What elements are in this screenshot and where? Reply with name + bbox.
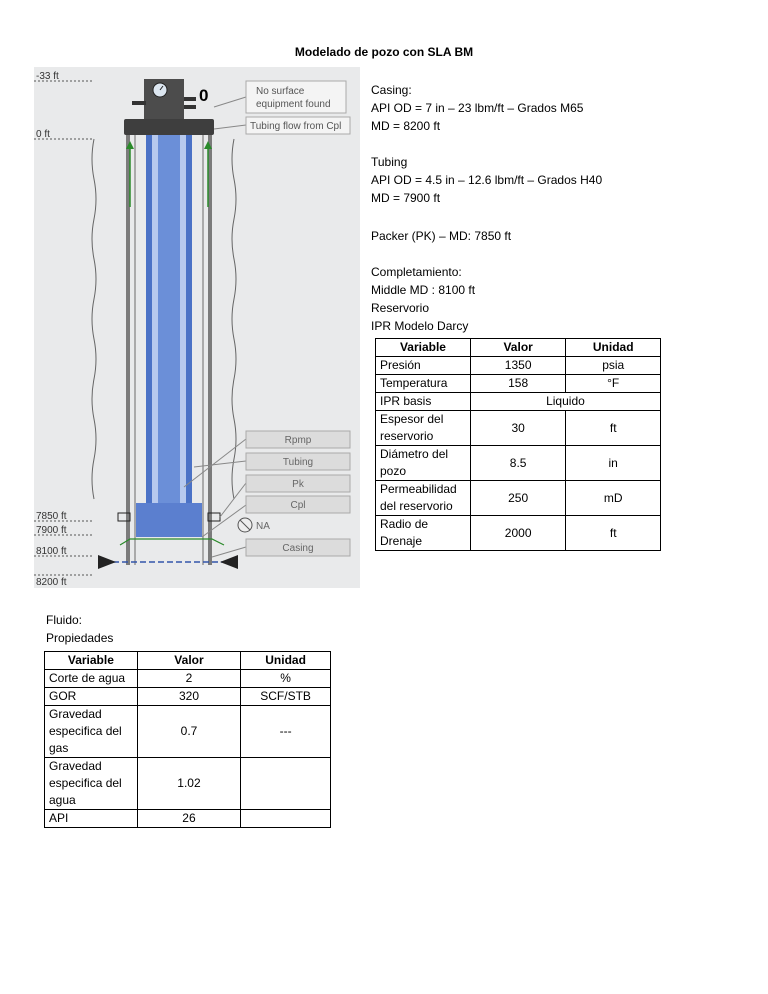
tubing-header: Tubing [371,155,408,169]
cell-valor: 30 [470,411,565,446]
cell-variable: IPR basis [376,393,471,411]
legend-cpl: Cpl [290,500,306,511]
legend-na: NA [256,521,270,532]
cell-variable: Corte de agua [45,670,138,688]
cell-variable: GOR [45,688,138,706]
packer-line: Packer (PK) – MD: 7850 ft [371,229,512,243]
cell-valor: 26 [137,810,240,828]
legend-tubing: Tubing [282,457,314,468]
fluid-header: Fluido: [46,613,83,627]
legend-rpmp: Rpmp [284,435,312,446]
table-row [376,481,661,516]
wellhead-value: 0 [199,86,209,105]
cell-valor: 8.5 [470,446,565,481]
depth-label-8200: 8200 ft [36,577,67,588]
cell-unidad: psia [566,357,661,375]
cell-variable: Temperatura [376,375,471,393]
completion-header: Completamiento: [371,265,462,279]
cell-unidad: °F [566,375,661,393]
fluid-subheader: Propiedades [46,631,114,645]
cell-variable: Gravedad especifica del agua [45,758,138,810]
tubing-bottom [136,503,202,537]
table-row [376,446,661,481]
svg-text:equipment found: equipment found [256,99,331,110]
cell-valor: Liquido [470,393,660,411]
table-row [45,670,331,688]
cell-unidad [241,810,331,828]
cell-unidad: ft [566,516,661,551]
cell-variable: Permeabilidad del reservorio [376,481,471,516]
depth-label-0: 0 ft [36,129,50,140]
cell-valor: 2 [137,670,240,688]
cell-unidad: % [241,670,331,688]
casing-info [371,81,583,135]
depth-label-minus33: -33 ft [36,71,59,82]
fluid-info [46,611,113,647]
table-row [376,357,661,375]
casing-line2: MD = 8200 ft [371,119,441,133]
table-row [45,688,331,706]
cell-variable: Espesor del reservorio [376,411,471,446]
cell-variable: Presión [376,357,471,375]
cell-valor: 0.7 [137,706,240,758]
table-row [376,516,661,551]
legend-casing: Casing [282,543,314,554]
header-valor: Valor [137,652,240,670]
depth-label-7850: 7850 ft [36,511,67,522]
cell-variable: Gravedad especifica del gas [45,706,138,758]
fluid-table [44,651,331,828]
header-variable: Variable [45,652,138,670]
cell-unidad: SCF/STB [241,688,331,706]
header-variable: Variable [376,339,471,357]
table-row [45,810,331,828]
cell-valor: 1350 [470,357,565,375]
cell-valor: 1.02 [137,758,240,810]
header-unidad: Unidad [566,339,661,357]
reservoir-table [375,338,661,551]
depth-label-8100: 8100 ft [36,546,67,557]
tubing-line1: API OD = 4.5 in – 12.6 lbm/ft – Grados H40 [371,173,603,187]
cell-variable: API [45,810,138,828]
svg-text:Tubing flow from Cpl: Tubing flow from Cpl [250,121,342,132]
table-header-row [376,339,661,357]
cell-unidad: --- [241,706,331,758]
cell-valor: 250 [470,481,565,516]
packer-info [371,227,511,245]
table-row [376,393,661,411]
cell-variable: Diámetro del pozo [376,446,471,481]
well-diagram [34,67,360,588]
cell-unidad: mD [566,481,661,516]
cell-variable: Radio de Drenaje [376,516,471,551]
page-title: Modelado de pozo con SLA BM [294,45,474,59]
wellhead-flange [124,119,214,135]
cell-valor: 320 [137,688,240,706]
tubing-info [371,153,602,207]
cell-unidad [241,758,331,810]
legend-pk: Pk [292,479,304,490]
cell-valor: 2000 [470,516,565,551]
cell-unidad: ft [566,411,661,446]
cell-valor: 158 [470,375,565,393]
depth-label-7900: 7900 ft [36,525,67,536]
completion-info [371,263,475,335]
completion-line3: IPR Modelo Darcy [371,319,469,333]
table-row [376,411,661,446]
casing-header: Casing: [371,83,412,97]
cell-unidad: in [566,446,661,481]
table-header-row [45,652,331,670]
tubing-line2: MD = 7900 ft [371,191,441,205]
header-valor: Valor [470,339,565,357]
table-row [376,375,661,393]
header-unidad: Unidad [241,652,331,670]
table-row [45,706,331,758]
svg-text:No surface: No surface [256,86,305,97]
casing-line1: API OD = 7 in – 23 lbm/ft – Grados M65 [371,101,584,115]
completion-line2: Reservorio [371,301,430,315]
completion-line1: Middle MD : 8100 ft [371,283,476,297]
table-row [45,758,331,810]
